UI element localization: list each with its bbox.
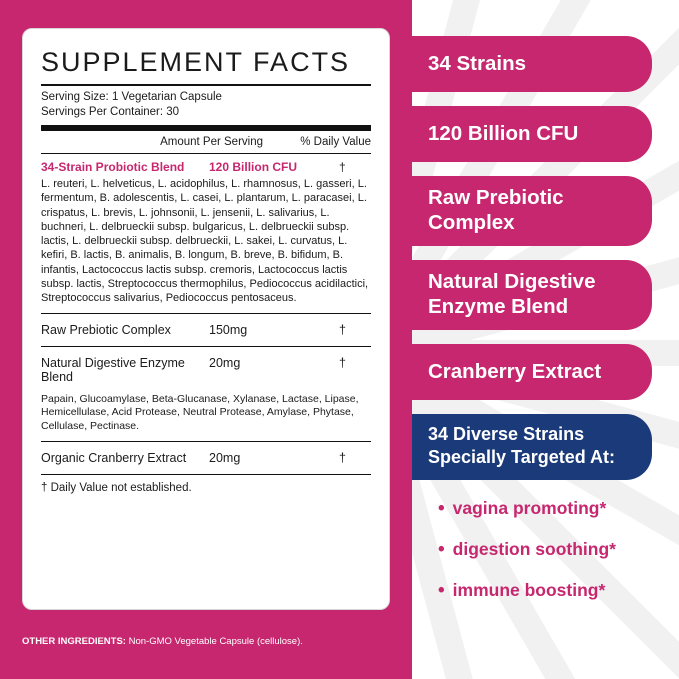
row-name: Raw Prebiotic Complex [41,322,171,337]
benefit-label: vagina promoting* [452,498,607,518]
highlight-label: Raw Prebiotic Complex [428,186,564,234]
probiotic-blend-row [41,154,371,176]
other-ingredients-label: OTHER INGREDIENTS: [22,636,126,647]
supplement-facts-card [22,28,390,610]
serving-size: Serving Size: 1 Vegetarian Capsule [41,91,222,103]
highlights-content [412,0,679,601]
row-daily-value: † [339,322,346,337]
probiotic-blend-name: 34-Strain Probiotic Blend [41,160,185,174]
row-daily-value: † [339,355,346,370]
highlight-pill-targeted [412,414,652,480]
highlight-label: Natural Digestive Enzyme Blend [428,270,596,318]
bullet-dot-icon: • [438,580,445,601]
enzyme-sub-list: Papain, Glucoamylase, Beta-Glucanase, Xylanase, Lactase, Lipase, Hemicellulase, Acid Protease, Neutral Protease, Amylase, Phytase, Cellulase, Pectinase. [41,392,359,432]
page-title: SUPPLEMENT FACTS [41,47,351,77]
row-name: Organic Cranberry Extract [41,451,187,466]
row-amount: 150mg [209,322,248,337]
strain-list: L. reuteri, L. helveticus, L. acidophilus, L. rhamnosus, L. gasseri, L. fermentum, B. adolescentis, L. casei, L. plantarum, L. paracasei, L. crispatus, L. brevis, L. johnsonii, L. jensenii, L. salivarius, L. buchneri, L. delbrueckii subsp. bulgaricus, L. delbrueckii subsp. lactis, L. delbrueckii subsp. delbrueckii, L. sakei, L. curvatus, L. kefiri, B. lactis, B. animalis, B. longum, B. breve, B. bifidum, B. infantis, Lactococcus lactis subsp. cremoris, Lactococcus lactis subsp. lactis, Streptococcus thermophilus, Pediococcus acidilactici, Streptococcus salivarius, Pediococcus pentosaceus. [41,178,369,305]
highlight-pill-cfu [412,106,652,162]
row-daily-value: † [339,451,346,466]
table-row [41,442,371,474]
row-name: Natural Digestive Enzyme Blend [41,355,185,384]
other-ingredients [22,635,392,648]
list-item [438,580,679,601]
highlights-panel [412,0,679,679]
column-headers [41,131,371,153]
highlight-pill-enzyme [412,260,652,330]
table-row [41,314,371,346]
benefit-label: digestion soothing* [452,539,616,559]
daily-value-footnote: † Daily Value not established. [41,482,192,495]
servings-per-container: Servings Per Container: 30 [41,106,180,118]
highlight-label: Cranberry Extract [428,359,602,383]
row-amount: 20mg [209,355,241,370]
table-row [41,347,371,393]
list-item [438,498,679,519]
benefit-list [412,498,679,601]
probiotic-blend-daily-value: † [339,160,346,174]
column-header-daily-value: % Daily Value [300,136,371,148]
benefit-label: immune boosting* [452,580,606,600]
highlight-label: 34 Strains [428,51,526,75]
column-header-amount: Amount Per Serving [160,136,263,148]
bullet-dot-icon: • [438,539,445,560]
other-ingredients-value: Non-GMO Vegetable Capsule (cellulose). [128,636,303,647]
highlight-label: 34 Diverse Strains Specially Targeted At: [428,424,616,467]
bullet-dot-icon: • [438,498,445,519]
serving-info [41,86,371,125]
highlight-pill-strains [412,36,652,92]
probiotic-blend-amount: 120 Billion CFU [209,160,298,174]
row-amount: 20mg [209,451,241,466]
highlight-pill-prebiotic [412,176,652,246]
highlight-label: 120 Billion CFU [428,121,579,145]
list-item [438,539,679,560]
highlight-pill-cranberry [412,344,652,400]
